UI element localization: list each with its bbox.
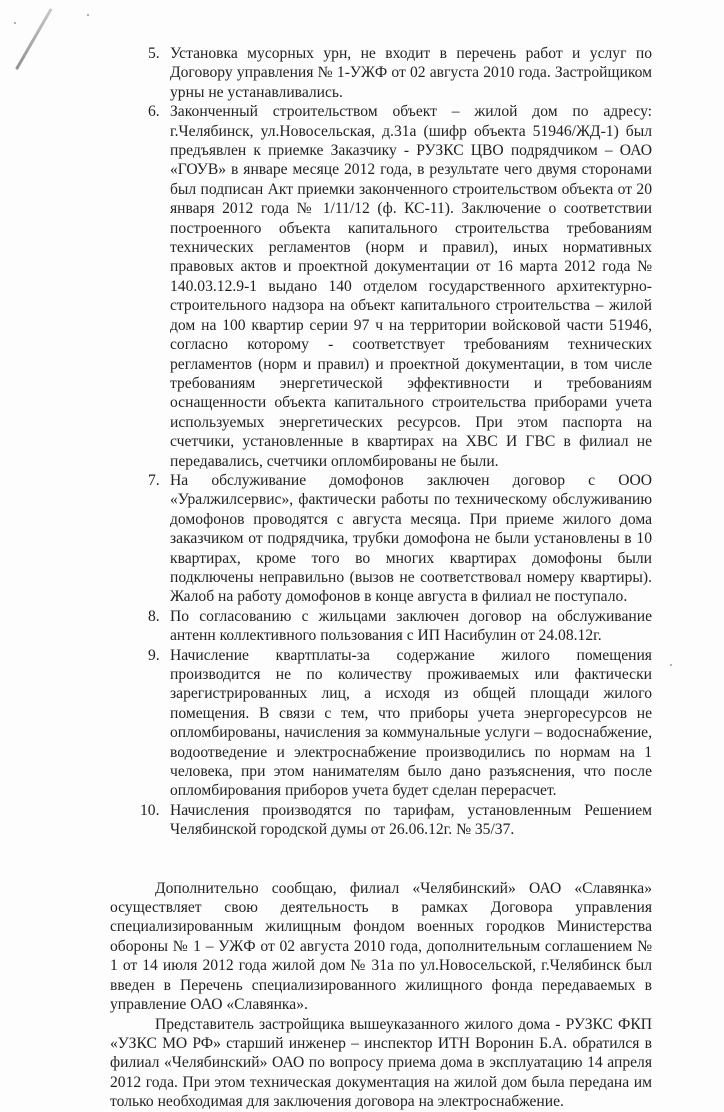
list-item bbox=[110, 607, 652, 646]
item-text: Установка мусорных урн, не входит в перечень работ и услуг по Договору управления № 1-УЖФ от 02 августа 2010 года. Застройщиком урны не устанавливались. bbox=[170, 45, 652, 101]
spacer bbox=[110, 840, 652, 879]
item-number: 6. bbox=[148, 103, 160, 121]
list-item bbox=[110, 801, 652, 840]
item-number: 10. bbox=[140, 801, 160, 819]
numbered-list bbox=[110, 44, 652, 840]
pen-stroke-mark bbox=[15, 8, 53, 70]
item-number: 7. bbox=[148, 471, 160, 489]
item-number: 8. bbox=[148, 607, 160, 625]
item-text: Начисление квартплаты-за содержание жилого помещения производится не по количеству проживаемых или фактически зарегистрированных лиц, а исходя из общей площади жилого помещения. В связи с тем, что приборы учета энергоресурсов не опломбированы, начисления за коммунальные услуги – водоснабжение, водоотведение и электроснабжение производились по нормам на 1 человека, при этом нанимателям было дано разъяснения, что после опломбирования приборов учета будет сделан перерасчет. bbox=[170, 646, 652, 800]
item-text: По согласованию с жильцами заключен договор на обслуживание антенн коллективного пользования с ИП Насибулин от 24.08.12г. bbox=[170, 607, 652, 645]
document-page bbox=[110, 44, 652, 1112]
body-paragraph: Дополнительно сообщаю, филиал «Челябинский» ОАО «Славянка» осуществляет свою деятельность в рамках Договора управления специализированным жилищным фондом военных городков Министерства обороны № 1 – УЖФ от 02 августа 2010 года, дополнительным соглашением № 1 от 14 июля 2012 года жилой дом № 31а по ул.Новосельской, г.Челябинск был введен в Перечень специализированного жилищного фонда передаваемых в управление ОАО «Славянка». bbox=[110, 879, 652, 1014]
list-item bbox=[110, 471, 652, 607]
list-item bbox=[110, 646, 652, 801]
scan-speck bbox=[670, 664, 672, 666]
list-item bbox=[110, 102, 652, 471]
item-text: Законченный строительством объект – жилой дом по адресу: г.Челябинск, ул.Новосельская, д.31а (шифр объекта 51946/ЖД-1) был предъявлен к приемке Заказчику - РУЗКС ЦВО подрядчиком – ОАО «ГОУВ» в январе месяце 2012 года, в результате чего двумя сторонами был подписан Акт приемки законченного строительством объекта от 20 января 2012 года № 1/11/12 (ф. КС-11). Заключение о соответствии построенного объекта капитального строительства требованиям технических регламентов (норм и правил), иных нормативных правовых актов и проектной документации от 16 марта 2012 года № 140.03.12.9-1 выдано 140 отделом государственного архитектурно-строительного надзора на объект капитального строительства – жилой дом на 100 квартир серии 97 ч на территории войсковой части 51946, согласно которому - соответствует требованиям технических регламентов (норм и правил) и проектной документации, в том числе требованиям энергетической эффективности и требованиям оснащенности объекта капитального строительства приборами учета используемых энергетических ресурсов. При этом паспорта на счетчики, установленные в квартирах на ХВС И ГВС в филиал не передавались, счетчики опломбированы не были. bbox=[170, 103, 652, 470]
scan-speck bbox=[14, 22, 16, 24]
item-text: Начисления производятся по тарифам, установленным Решением Челябинской городской думы от 26.06.12г. № 35/37. bbox=[170, 801, 652, 839]
item-number: 5. bbox=[148, 45, 160, 62]
scan-speck bbox=[87, 14, 89, 16]
list-item bbox=[110, 44, 652, 102]
body-paragraph: Представитель застройщика вышеуказанного жилого дома - РУЗКС ФКП «УЗКС МО РФ» старший инженер – инспектор ИТН Воронин Б.А. обратился в филиал «Челябинский» ОАО по вопросу приема дома в эксплуатацию 14 апреля 2012 года. При этом техническая документация на жилой дом была передана им только необходимая для заключения договора на электроснабжение. bbox=[110, 1015, 652, 1111]
item-text: На обслуживание домофонов заключен договор с ООО «Уралжилсервис», фактически работы по техническому обслуживанию домофонов проводятся с августа месяца. При приеме жилого дома заказчиком от подрядчика, трубки домофона не были установлены в 10 квартирах, кроме того во многих квартирах домофоны были подключены неправильно (вызов не соответствовал номеру квартиры). Жалоб на работу домофонов в конце августа в филиал не поступало. bbox=[170, 471, 652, 606]
item-number: 9. bbox=[148, 646, 160, 664]
